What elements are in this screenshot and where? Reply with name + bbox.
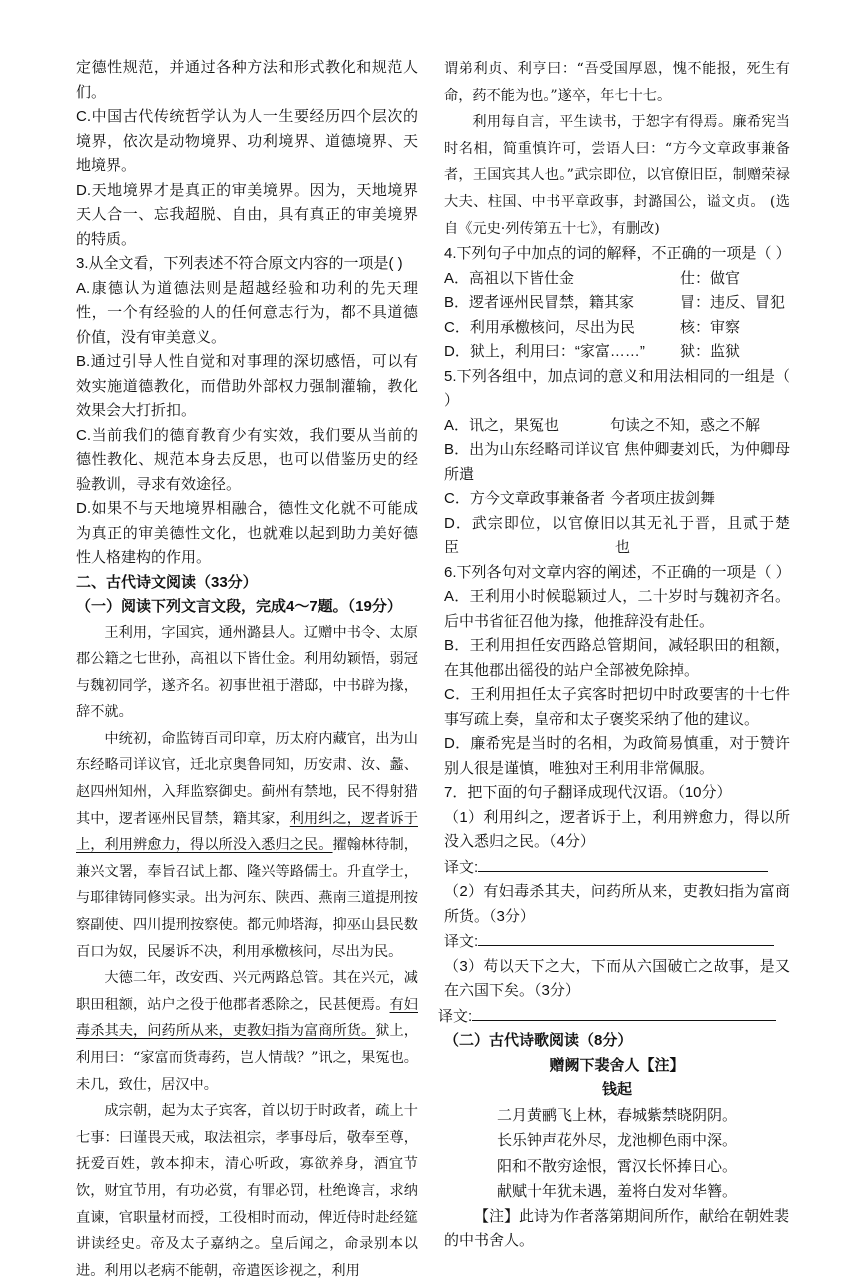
translation-label-3: 译文: — [438, 1007, 473, 1025]
classical-para-4: 成宗朝，起为太子宾客，首以切于时政者，疏上十七事：曰谨畏天戒，取法祖宗，孝事母后，敬奉至尊，抚爱百姓，敦本抑末，清心听政，寡欲养身，酒宜节饮，财宜节用，有功必赏，有罪必罚，杜绝谗言，求纳直谏，官职量材而授，工役相时而动，俾近侍时赴经筵讲读经史。帝及太子嘉纳之。皇后闻之，命录别本以进。利用以老病不能朝，帝遣医诊视之，利用 — [76, 1103, 418, 1279]
q6-option-d: D．廉希宪是当时的名相，为政简易慎重，对于赞许别人很是谨慎，唯独对王利用非常佩服。 — [444, 735, 790, 777]
q4d-sentence: D．狱上，利用曰：“家富……” — [444, 343, 645, 361]
classical-para-1: 王利用，字国宾，通州潞县人。辽赠中书令、太原郡公籍之七世孙，高祖以下皆仕金。利用幼颖悟，弱冠与魏初同学，遂齐名。初事世祖于潜邸，中书辟为掾，辞不就。 — [76, 624, 418, 721]
para-3-text-a: 大德二年，改安西、兴元两路总管。其在兴元，减职田租额，站户之役于他郡者悉除之，民甚便焉。 — [76, 970, 418, 1013]
q2-option-d: D.天地境界才是真正的审美境界。因为，天地境界天人合一、忘我超脱、自由，具有真正的审美境界的特质。 — [76, 181, 418, 248]
q4c-sentence: C．利用承檄核问，尽出为民 — [444, 318, 635, 336]
para-2-underlined: 利用纠之，逻者诉于上，利用辨愈力，得以所没入悉归之民。 — [76, 810, 418, 854]
translation-line-2 — [444, 929, 790, 955]
poem-line-4: 献赋十年犹未遇，羞将白发对华簪。 — [496, 1183, 737, 1201]
q7-sentence-1: （1）利用纠之，逻者诉于上，利用辨愈力，得以所没入悉归之民。（4分） — [444, 808, 790, 851]
classical-para-continued: 谓弟利贞、利亨曰：“吾受国厚恩，愧不能报，死生有命，药不能为也。”遂卒，年七十七。 — [444, 61, 790, 104]
q5d-right: 以其无礼于晋，且贰于楚也 — [614, 514, 790, 557]
left-column — [76, 56, 418, 1284]
question-3: 3.从全文看，下列表述不符合原文内容的一项是( ) — [76, 255, 403, 272]
poem-line-2: 长乐钟声花外尽，龙池柳色雨中深。 — [496, 1132, 737, 1150]
q5-option-b: B．出为山东经略司详议官 焦仲卿妻刘氏，为仲卿母所遣 — [444, 441, 790, 483]
question-7: 7．把下面的句子翻译成现代汉语。（10分） — [444, 784, 732, 802]
poem-note: 【注】此诗为作者落第期间所作，献给在朝姓裴的中书舍人。 — [444, 1207, 790, 1250]
q4-option-d — [444, 340, 790, 365]
classical-para-2 — [76, 726, 418, 965]
q3-option-d: D.如果不与天地境界相融合，德性文化就不可能成为真正的审美德性文化，也就难以起到助力美好德性人格建构的作用。 — [76, 500, 418, 566]
section-2-heading: 二、古代诗文阅读（33分） — [76, 573, 258, 591]
para-2-text-b: 擢翰林待制，兼兴文署，奉旨召试上都、隆兴等路儒士。升直学士，与耶律铸同修实录。出为河东、陕西、燕南三道提刑按察副使、四川提刑按察使。都元帅塔海，抑巫山县民数百口为奴，民屡诉不决，利用承檄核问，尽出为民。 — [76, 837, 418, 960]
q5c-right: 今者项庄拔剑舞 — [610, 490, 716, 508]
section-2-part-1-heading: （一）阅读下列文言文段，完成4～7题。（19分） — [76, 598, 402, 615]
classical-para-5: 利用每自言，平生读书，于恕字有得焉。廉希宪当时名相，简重慎许可，尝语人曰：“方今文章政事兼备者，王国宾其人也。”武宗即位，以官僚旧臣，制赠荣禄大夫、柱国、中书平章政事，封潞国公，谥文贞。 (选自《元史·列传第五十七》，有删改) — [444, 114, 790, 237]
q4c-gloss: 核：审察 — [680, 318, 741, 336]
q3-option-c: C.当前我们的德育教育少有实效，我们要从当前的德性教化、规范本身去反思，也可以借鉴历史的经验教训，寻求有效途径。 — [76, 426, 418, 493]
para-2-text-a: 中统初，命监铸百司印章，历太府内藏官，出为山东经略司详议官，迁北京奥鲁同知，历安肃、汝、蠡、赵四州知州，入拜监察御史。蓟州有禁地，民不得射猎其中，逻者诬州民冒禁，籍其家， — [76, 730, 418, 827]
q4b-gloss: 冒：违反、冒犯 — [680, 294, 786, 312]
translation-label-1: 译文: — [444, 858, 479, 876]
translation-label-2: 译文: — [444, 933, 479, 951]
q6-option-b: B．王利用担任安西路总管期间，减轻职田的租额，在其他郡出徭役的站户全部被免除掉。 — [444, 637, 790, 679]
q5c-left: C．方今文章政事兼备者 — [444, 490, 605, 508]
translation-blank-1[interactable] — [478, 855, 768, 872]
q5a-right: 句读之不知，惑之不解 — [610, 416, 761, 434]
q5-option-a — [444, 414, 790, 439]
q6-option-c: C．王利用担任太子宾客时把切中时政要害的十七件事写疏上奏，皇帝和太子褒奖采纳了他的建议。 — [444, 686, 790, 728]
q4-option-b — [444, 291, 790, 316]
text-continuation: 定德性规范，并通过各种方法和形式教化和规范人们。 — [76, 59, 418, 101]
classical-para-3 — [76, 965, 418, 1098]
translation-blank-3[interactable] — [472, 1004, 776, 1021]
q6-option-a: A．王利用小时候聪颖过人，二十岁时与魏初齐名。后中书省征召他为掾，他推辞没有赴任。 — [444, 588, 790, 630]
q5d-left: D．武宗即位，以官僚旧臣 — [444, 514, 615, 557]
q3-option-b: B.通过引导人性自觉和对事理的深切感悟，可以有效实施道德教化，而借助外部权力强制灌输，教化效果会大打折扣。 — [76, 353, 418, 419]
q7-sentence-3: （3）苟以天下之大，下而从六国破亡之故事，是又在六国下矣。（3分） — [444, 957, 790, 1000]
q5a-left: A．讯之，果冤也 — [444, 416, 560, 434]
question-4: 4.下列句子中加点的词的解释，不正确的一项是（ ） — [444, 245, 791, 263]
q3-option-a: A.康德认为道德法则是超越经验和功利的先天理性，一个有经验的人的任何意志行为，都不具道德价值，没有审美意义。 — [76, 279, 418, 346]
q5-option-c — [444, 487, 790, 512]
poem-line-3: 阳和不散穷途恨，霄汉长怀捧日心。 — [496, 1157, 737, 1175]
section-2-part-2-heading: （二）古代诗歌阅读（8分） — [444, 1032, 633, 1050]
poem-title: 赠阙下裴舍人【注】 — [549, 1056, 685, 1074]
poem-author: 钱起 — [601, 1081, 632, 1099]
poem-line-1: 二月黄鹂飞上林，春城紫禁晓阴阴。 — [496, 1106, 737, 1124]
question-6: 6.下列各句对文章内容的阐述，不正确的一项是（ ） — [444, 563, 791, 581]
para-3-text-b: 狱上，利用曰：“家富而货毒药，岂人情哉？”讯之，果冤也。未几，致仕，居汉中。 — [76, 1023, 418, 1093]
translation-blank-2[interactable] — [478, 929, 774, 946]
q4d-gloss: 狱：监狱 — [680, 343, 741, 361]
q4a-sentence: A．高祖以下皆仕金 — [444, 269, 575, 287]
q4b-sentence: B．逻者诬州民冒禁，籍其家 — [444, 294, 635, 312]
q2-option-c: C.中国古代传统哲学认为人一生要经历四个层次的境界，依次是动物境界、功利境界、道德境界、天地境界。 — [76, 108, 418, 174]
q7-sentence-2: （2）有妇毒杀其夫，问药所从来，吏教妇指为富商所货。（3分） — [444, 883, 790, 925]
q4a-gloss: 仕：做官 — [680, 269, 741, 287]
q4-option-c — [444, 316, 790, 341]
translation-line-3 — [438, 1004, 790, 1030]
para-3-underlined: 有妇毒杀其夫，问药所从来，吏教妇指为富商所货。 — [76, 996, 418, 1040]
translation-line-1 — [444, 855, 790, 881]
question-5: 5.下列各组中，加点词的意义和用法相同的一组是（ ） — [444, 367, 790, 410]
right-column — [438, 56, 791, 1254]
q5-option-d — [444, 512, 790, 561]
q4-option-a — [444, 267, 790, 292]
